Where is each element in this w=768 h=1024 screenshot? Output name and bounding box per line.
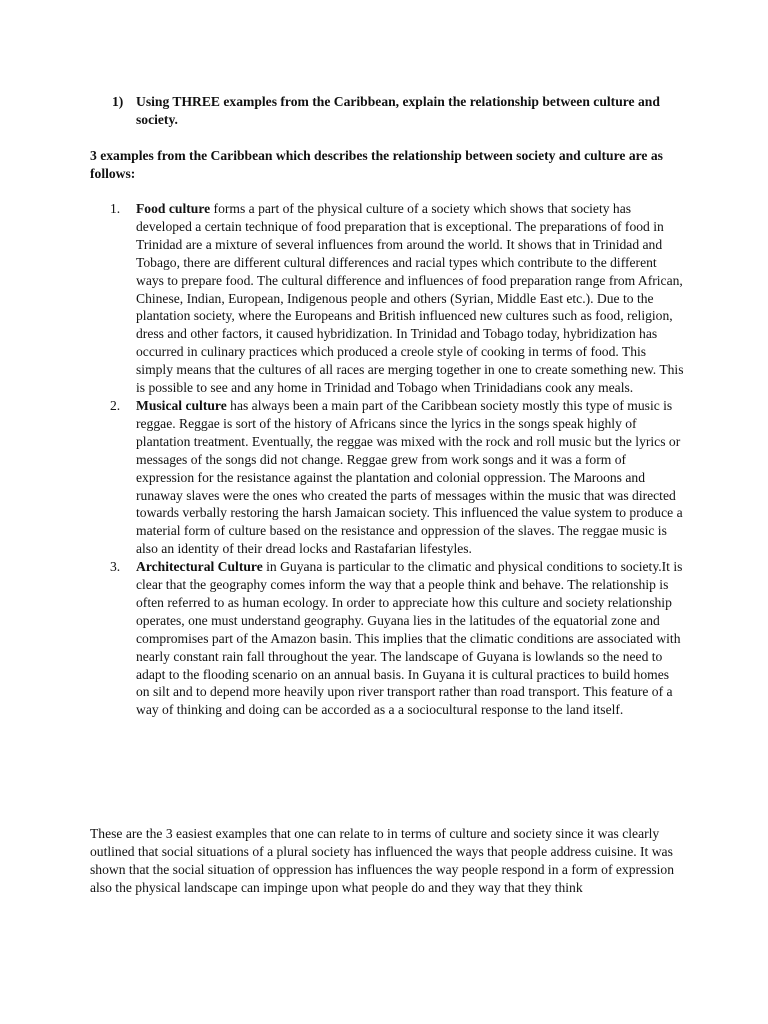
list-item-food-culture — [110, 200, 684, 397]
list-item-title: Architectural Culture — [136, 559, 263, 575]
conclusion-paragraph: These are the 3 easiest examples that one can relate to in terms of culture and society since it was clearly outlined that social situations of a plural society has influenced the ways that people address cuisine. It was shown that the social situation of oppression has influences the way people respond in a form of expression also the physical landscape can impinge upon what people do and they way that they think — [90, 826, 675, 895]
list-item-title: Food culture — [136, 201, 211, 216]
list-item-body: forms a part of the physical culture of a society which shows that society has developed a certain technique of food preparation that is exceptional. The preparations of food in Trinidad are a mixture of several influences from around the world. It shows that in Trinidad and Tobago, there are different cultural differences and racial types which contribute to the different ways to prepare food. The cultural difference and influences of food preparation range from African, Chinese, Indian, European, Indigenous people and others (Syrian, Middle East etc.). Due to the plantation society, where the Europeans and British influenced new cultures such as food, religion, dress and other factors, it caused hybridization. In Trinidad and Tobago today, hybridization has occurred in culinary practices which produced a creole style of cooking in terms of food. This simply means that the cultures of all races are merging together in one to create something new. This is possible to see and any home in Trinidad and Tobago when Trinidadians cook any meals. — [136, 201, 684, 396]
question — [112, 93, 672, 129]
list-item-body: in Guyana is particular to the climatic and physical conditions to society.It is clear that the geography comes inform the way that a people think and behave. The relationship is often referred to as human ecology. In order to appreciate how this culture and society relationship operates, one must understand geography. Guyana lies in the latitudes of the equatorial zone and compromises part of the Amazon basin. This implies that the climatic conditions are associated with nearly constant rain fall throughout the year. The landscape of Guyana is lowlands so the need to adapt to the flooding scenario on an annual basis. In Guyana it is cultural practices to build homes on silt and to depend more heavily upon river transport rather than road transport. This feature of a way of thinking and doing can be accorded as a a sociocultural response to the land itself. — [136, 559, 683, 718]
list-item-musical-culture — [110, 397, 684, 558]
answer-heading: 3 examples from the Caribbean which describes the relationship between society and culture are as follows: — [90, 148, 663, 181]
list-item-number: 1. — [110, 201, 121, 216]
question-text: Using THREE examples from the Caribbean, explain the relationship between culture and society. — [136, 94, 660, 127]
list-item-body: has always been a main part of the Caribbean society mostly this type of music is reggae. Reggae is sort of the history of Africans since the lyrics in the songs speak highly of plantation treatment. Eventually, the reggae was mixed with the rock and roll music but the lyrics or messages of the songs did not change. Reggae grew from work songs and it was a form of expression for the resistance against the plantation and colonial oppression. The Maroons and runaway slaves were the ones who created the parts of messages within the music that was directed towards verbally restoring the harsh Jamaican society. This influenced the value system to produce a material form of culture based on the resistance and oppression of the slaves. The reggae music is also an identity of their dread locks and Rastafarian lifestyles. — [136, 397, 683, 557]
list-item-number: 2. — [110, 397, 121, 413]
list-item-architectural-culture — [110, 558, 684, 719]
list-item-number: 3. — [110, 559, 121, 575]
list-item-title: Musical culture — [136, 397, 227, 413]
question-number: 1) — [112, 94, 124, 109]
examples-list — [110, 200, 684, 719]
